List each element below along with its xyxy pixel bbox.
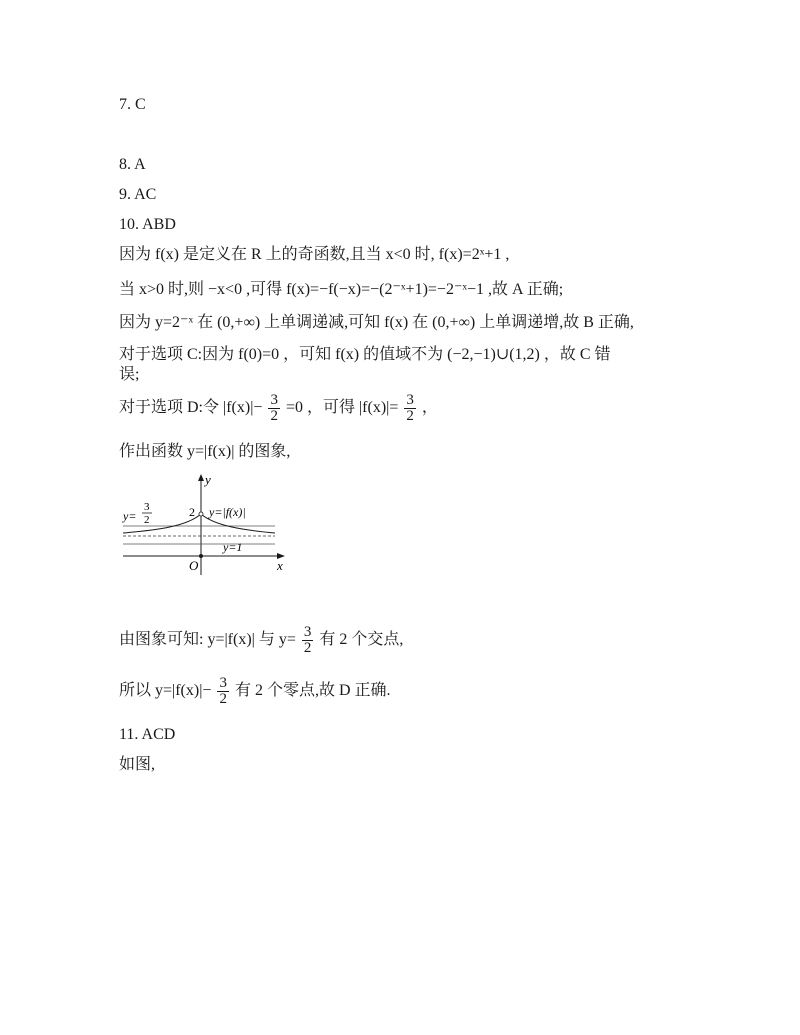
function-graph — [119, 470, 299, 580]
line8-suffix: 有 2 个零点,故 D 正确. — [234, 682, 391, 700]
line8-prefix: 所以 y=|f(x)|− — [119, 682, 212, 700]
curve-label: y=|f(x)| — [209, 505, 246, 519]
fraction-three-halves — [302, 625, 314, 656]
solution10-option-d — [119, 393, 438, 424]
origin-point — [199, 554, 203, 558]
fraction-denominator: 2 — [406, 408, 414, 424]
line-y-1-label: y=1 — [223, 540, 243, 554]
option-d-mid: =0 ，可得 — [285, 399, 355, 417]
line7-suffix: 有 2 个交点, — [319, 631, 404, 649]
fraction-numerator: 3 — [303, 624, 312, 640]
solution10-line2: 当 x>0 时,则 −x<0 ,可得 f(x)=−f(−x)=−(2⁻ˣ+1)=−2⁻ˣ−1 ,故 A 正确; — [119, 281, 564, 298]
fraction-numerator: 3 — [219, 675, 227, 691]
fraction-numerator: 3 — [406, 392, 414, 408]
open-point-peak — [199, 512, 203, 516]
fraction-denominator: 2 — [270, 408, 278, 424]
option-d-end: ， — [421, 399, 438, 417]
dashed-line-label: y= — [123, 509, 137, 523]
fraction-denominator: 2 — [219, 691, 227, 707]
solution10-line4a: 对于选项 C:因为 f(0)=0 ，可知 f(x) 的值域不为 (−2,−1)∪(1,2) ，故 C 错 — [119, 346, 611, 363]
y-axis-arrow-icon — [198, 474, 204, 481]
fraction-three-halves — [268, 393, 280, 424]
dashed-frac-den: 2 — [144, 514, 150, 526]
fraction-denominator: 2 — [303, 640, 312, 656]
solution10-line1: 因为 f(x) 是定义在 R 上的奇函数,且当 x<0 时, f(x)=2ˣ+1 , — [119, 246, 510, 263]
dashed-frac-num: 3 — [144, 501, 150, 513]
fraction-three-halves — [217, 676, 229, 707]
y-axis-label: y — [205, 472, 211, 487]
solution11-line1: 如图, — [119, 756, 156, 773]
fraction-numerator: 3 — [270, 392, 278, 408]
answer-11: 11. ACD — [119, 726, 176, 743]
answer-9: 9. AC — [119, 186, 157, 203]
line7-prefix: 由图象可知: y=|f(x)| 与 y= — [119, 631, 296, 649]
origin-label: O — [189, 558, 199, 573]
option-d-prefix: 对于选项 D:令 — [119, 399, 220, 417]
solution10-line4b: 误; — [119, 366, 140, 383]
answer-8: 8. A — [119, 156, 146, 173]
answer-10: 10. ABD — [119, 216, 176, 233]
peak-label: 2 — [189, 505, 195, 519]
answer-7: 7. C — [119, 96, 146, 113]
option-d-expr1: |f(x)|− — [223, 399, 263, 417]
solution10-line7 — [119, 625, 403, 656]
solution10-line6: 作出函数 y=|f(x)| 的图象, — [119, 443, 291, 460]
option-d-expr2: |f(x)|= — [358, 399, 399, 417]
solution10-line3: 因为 y=2⁻ˣ 在 (0,+∞) 上单调递减,可知 f(x) 在 (0,+∞) 上单调递增,故 B 正确, — [119, 314, 634, 331]
solution10-line8 — [119, 676, 391, 707]
fraction-three-halves — [404, 393, 416, 424]
x-axis-label: x — [277, 558, 283, 573]
